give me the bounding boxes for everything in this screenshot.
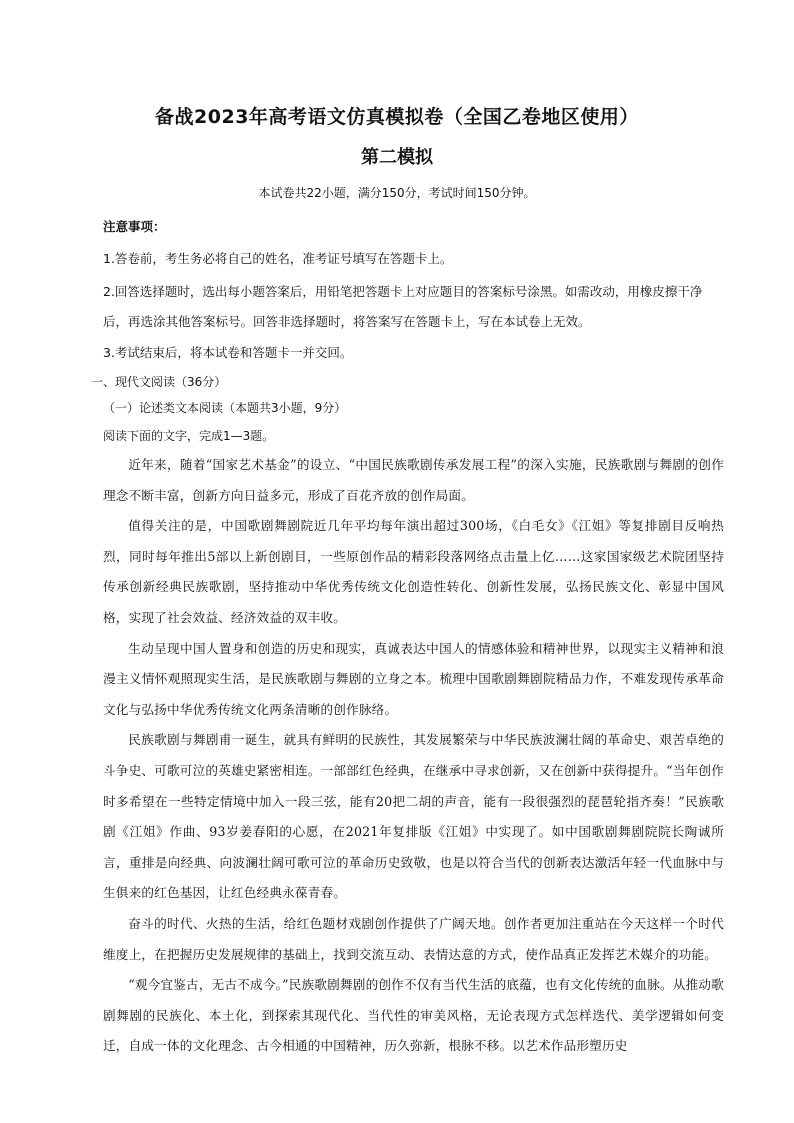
- subsection-heading-argumentative: （一）论述类文本阅读（本题共3小题，9分）: [103, 401, 347, 415]
- page-subtitle: 第二模拟: [361, 147, 433, 168]
- notice-heading: 注意事项：: [103, 219, 166, 234]
- section-heading-modern-reading: 一、现代文阅读（36分）: [91, 375, 227, 389]
- notice-item-1: 1.答卷前，考生务必将自己的姓名，准考证号填写在答题卡上。: [103, 251, 453, 266]
- exam-info: 本试卷共22小题，满分150分，考试时间150分钟。: [258, 186, 536, 200]
- passage-paragraph: 值得关注的是，中国歌剧舞剧院近几年平均每年演出超过300场，《白毛女》《江姐》等复排剧目反响热烈，同时每年推出5部以上新创剧目，一些原创作品的精彩段落网络点击量上亿……这家国家级艺术院团坚持传承创新经典民族歌剧，坚持推动中华优秀传统文化创造性转化、创新性发展，弘扬民族文化、彰显中国风格，实现了社会效益、经济效益的双丰收。: [103, 518, 724, 625]
- notice-item-3: 3.考试结束后，将本试卷和答题卡一并交回。: [103, 345, 353, 360]
- passage-paragraph: 民族歌剧与舞剧甫一诞生，就具有鲜明的民族性，其发展繁荣与中华民族波澜壮阔的革命史、艰苦卓绝的斗争史、可歌可泣的英雄史紧密相连。一部部红色经典，在继承中寻求创新，又在创新中获得提升。“当年创作时多希望在一些特定情境中加入一段三弦，能有20把二胡的声音，能有一段很强烈的琵琶轮指齐奏！”民族歌剧《江姐》作曲、93岁姜春阳的心愿，在2021年复排版《江姐》中实现了。如中国歌剧舞剧院院长陶诚所言，重排是向经典、向波澜壮阔可歌可泣的革命历史致敬，也是以符合当代的创新表达激活年轻一代血脉中与生俱来的红色基因，让红色经典永葆青春。: [103, 732, 724, 901]
- passage-paragraph: “观今宜鉴古，无古不成今。”民族歌剧舞剧的创作不仅有当代生活的底蕴，也有文化传统的血脉。从推动歌剧舞剧的民族化、本土化，到探索其现代化、当代性的审美风格，无论表现方式怎样迭代、美学逻辑如何变迁，自成一体的文化理念、古今相通的中国精神，历久弥新，根脉不移。以艺术作品形塑历史: [103, 977, 724, 1054]
- reading-instruction: 阅读下面的文字，完成1—3题。: [103, 429, 275, 443]
- passage-paragraph: 生动呈现中国人置身和创造的历史和现实，真诚表达中国人的情感体验和精神世界，以现实主义精神和浪漫主义情怀观照现实生活，是民族歌剧与舞剧的立身之本。梳理中国歌剧舞剧院精品力作，不难发现传承革命文化与弘扬中华优秀传统文化两条清晰的创作脉络。: [103, 640, 724, 717]
- reading-passage: [103, 450, 724, 1062]
- notice-item-2: 2.回答选择题时，选出每小题答案后，用铅笔把答题卡上对应题目的答案标号涂黑。如需改动，用橡皮擦干净后，再选涂其他答案标号。回答非选择题时，将答案写在答题卡上，写在本试卷上无效。: [103, 284, 703, 329]
- passage-paragraph: 近年来，随着“国家艺术基金”的设立、“中国民族歌剧传承发展工程”的深入实施，民族歌剧与舞剧的创作理念不断丰富，创新方向日益多元，形成了百花齐放的创作局面。: [103, 457, 724, 503]
- page-title: 备战2023年高考语文仿真模拟卷（全国乙卷地区使用）: [155, 106, 639, 128]
- passage-paragraph: 奋斗的时代、火热的生活，给红色题材戏剧创作提供了广阔天地。创作者更加注重站在今天这样一个时代维度上，在把握历史发展规律的基础上，找到交流互动、表情达意的方式，使作品真正发挥艺术媒介的功能。: [103, 915, 724, 962]
